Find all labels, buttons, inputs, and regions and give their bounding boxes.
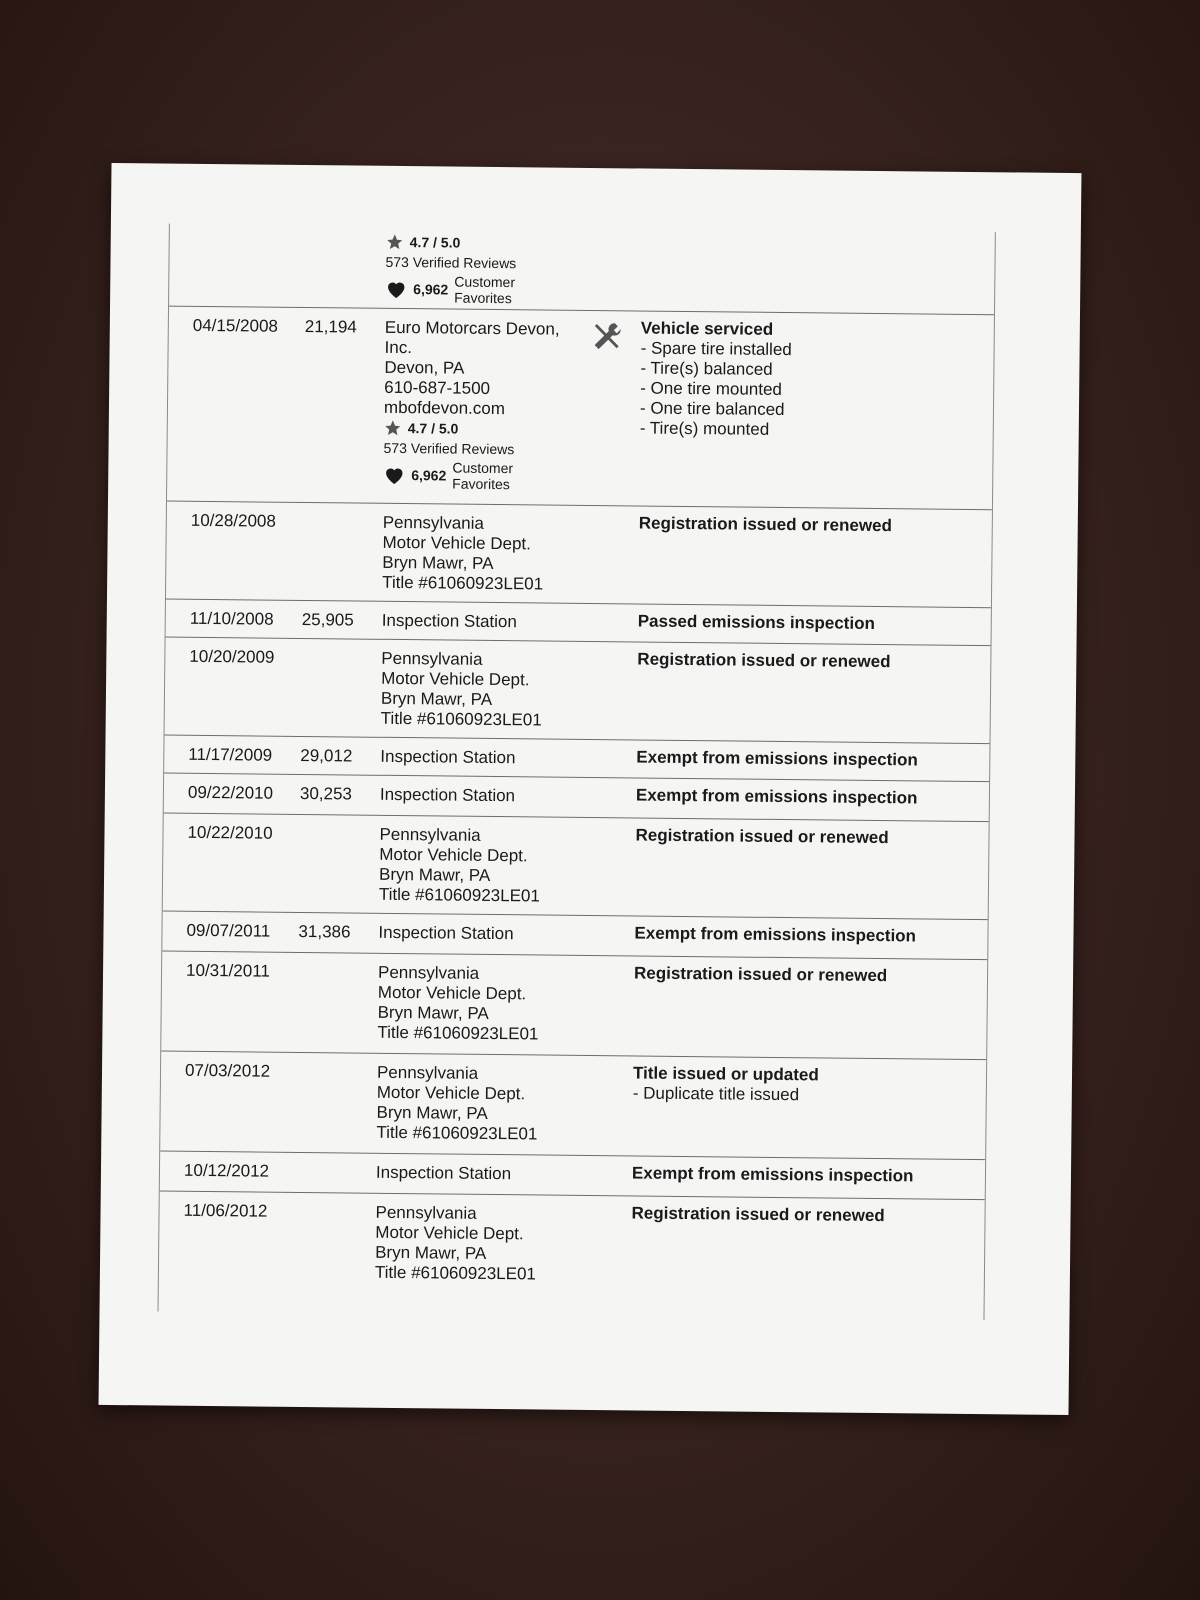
source-cell bbox=[378, 923, 513, 944]
rating: 4.7 / 5.0 bbox=[384, 418, 559, 440]
detail-cell bbox=[633, 1063, 819, 1105]
source-line: Inspection Station bbox=[379, 784, 516, 806]
source-line: Bryn Mawr, PA bbox=[380, 688, 493, 709]
customer-favorites: 6,962 Customer Favorites bbox=[385, 272, 516, 307]
event-heading: Registration issued or renewed bbox=[637, 649, 891, 672]
source-cell bbox=[375, 1203, 537, 1285]
source-cell bbox=[376, 1063, 538, 1145]
table-row bbox=[160, 1051, 986, 1161]
date-cell: 04/15/2008 bbox=[192, 315, 279, 336]
bleed-through bbox=[199, 234, 204, 252]
table-row bbox=[163, 813, 989, 921]
source-line: Pennsylvania bbox=[382, 512, 485, 533]
star-icon bbox=[386, 233, 404, 251]
history-table bbox=[158, 224, 996, 1321]
source-line: Motor Vehicle Dept. bbox=[375, 1222, 524, 1244]
heart-icon bbox=[385, 279, 407, 299]
mileage-cell: 31,386 bbox=[298, 921, 351, 942]
date-cell: 11/17/2009 bbox=[188, 744, 273, 765]
source-line: Motor Vehicle Dept. bbox=[382, 532, 532, 554]
heart-icon bbox=[383, 465, 405, 485]
source-line: Bryn Mawr, PA bbox=[377, 1002, 489, 1023]
detail-cell: Vehicle serviced - Spare tire installed - Tire(s) balanced - One tire mounted - One tire balanced - Tire(s) mounted bbox=[639, 318, 792, 439]
source-cell bbox=[382, 611, 517, 632]
customer-favorites: 6,962 Customer Favorites bbox=[383, 458, 558, 494]
wrench-screwdriver-icon bbox=[591, 320, 625, 354]
source-line: Pennsylvania bbox=[381, 648, 483, 669]
event-heading: Registration issued or renewed bbox=[638, 513, 893, 536]
date-cell: 10/31/2011 bbox=[185, 960, 271, 981]
source-cell bbox=[381, 649, 543, 731]
table-row bbox=[166, 501, 992, 609]
source-cell bbox=[376, 1163, 511, 1184]
event-heading: Registration issued or renewed bbox=[631, 1203, 885, 1226]
source-line: Bryn Mawr, PA bbox=[375, 1242, 487, 1263]
reviews-count: 573 Verified Reviews bbox=[385, 253, 517, 272]
event-heading: Registration issued or renewed bbox=[633, 963, 888, 986]
date-cell: 10/12/2012 bbox=[183, 1160, 270, 1181]
mileage-cell: 30,253 bbox=[299, 783, 353, 804]
date-cell: 10/22/2010 bbox=[187, 822, 273, 843]
mileage-cell: 29,012 bbox=[300, 745, 353, 766]
source-line: Pennsylvania bbox=[379, 824, 481, 845]
date-cell: 09/22/2010 bbox=[187, 782, 274, 803]
source-line: Pennsylvania bbox=[376, 1062, 479, 1083]
event-heading: Exempt from emissions inspection bbox=[634, 923, 917, 946]
mileage-cell: 25,905 bbox=[301, 609, 354, 630]
detail-cell bbox=[632, 1163, 914, 1186]
table-row bbox=[159, 1191, 985, 1300]
event-heading: Passed emissions inspection bbox=[637, 611, 876, 633]
source-line: Title #61060923LE01 bbox=[378, 884, 540, 906]
mileage-cell: 21,194 bbox=[304, 316, 357, 337]
source-line: Motor Vehicle Dept. bbox=[377, 982, 527, 1004]
date-cell: 11/10/2008 bbox=[189, 608, 274, 629]
date-cell: 09/07/2011 bbox=[186, 920, 271, 941]
star-icon bbox=[384, 419, 402, 437]
detail-cell bbox=[634, 923, 916, 946]
source-line: Inspection Station bbox=[381, 610, 518, 632]
date-cell: 10/20/2009 bbox=[189, 646, 275, 667]
rating: 4.7 / 5.0 bbox=[386, 232, 517, 253]
source-line: Title #61060923LE01 bbox=[377, 1022, 539, 1044]
event-detail: - Duplicate title issued bbox=[632, 1083, 800, 1105]
source-cell bbox=[380, 785, 515, 806]
source-cell bbox=[377, 963, 539, 1045]
detail-cell bbox=[635, 825, 888, 848]
event-heading: Exempt from emissions inspection bbox=[636, 747, 918, 770]
reviews-count: 573 Verified Reviews bbox=[383, 439, 515, 458]
event-heading: Registration issued or renewed bbox=[635, 825, 889, 848]
source-line: Title #61060923LE01 bbox=[374, 1262, 537, 1284]
source-line: Inspection Station bbox=[380, 746, 516, 768]
source-line: Motor Vehicle Dept. bbox=[376, 1082, 526, 1104]
detail-cell bbox=[636, 747, 918, 770]
source-line: Inspection Station bbox=[378, 922, 514, 944]
table-row bbox=[161, 951, 987, 1061]
event-heading: Title issued or updated bbox=[632, 1063, 819, 1085]
table-row-partial bbox=[169, 224, 995, 316]
detail-cell bbox=[638, 611, 875, 633]
source-line: Bryn Mawr, PA bbox=[376, 1102, 488, 1123]
detail-cell bbox=[637, 649, 890, 672]
detail-cell bbox=[639, 513, 892, 536]
source-line: Pennsylvania bbox=[377, 962, 480, 983]
detail-cell bbox=[631, 1203, 884, 1226]
source-line: Bryn Mawr, PA bbox=[382, 552, 494, 573]
source-cell bbox=[380, 747, 515, 768]
table-row bbox=[165, 637, 991, 745]
event-heading: Exempt from emissions inspection bbox=[631, 1163, 914, 1186]
source-line: Title #61060923LE01 bbox=[376, 1122, 538, 1144]
date-cell: 11/06/2012 bbox=[183, 1200, 268, 1221]
detail-cell bbox=[634, 963, 887, 986]
table-row-service bbox=[167, 306, 994, 511]
source-cell: Euro Motorcars Devon, Inc. Devon, PA 610-687-1500 mbofdevon.com 4.7 / 5.0 573 Verified Reviews 6,962 Customer Favorites bbox=[383, 317, 560, 493]
source-line: Title #61060923LE01 bbox=[380, 708, 542, 730]
date-cell: 07/03/2012 bbox=[184, 1060, 271, 1081]
source-line: Motor Vehicle Dept. bbox=[379, 844, 528, 866]
detail-cell bbox=[636, 785, 918, 808]
source-line: Inspection Station bbox=[375, 1162, 512, 1184]
source-line: Motor Vehicle Dept. bbox=[381, 668, 530, 690]
date-cell: 10/28/2008 bbox=[190, 510, 276, 531]
source-cell bbox=[379, 825, 541, 907]
source-line: Pennsylvania bbox=[375, 1202, 477, 1223]
source-line: Bryn Mawr, PA bbox=[378, 864, 491, 885]
event-heading: Exempt from emissions inspection bbox=[635, 785, 918, 808]
source-cell bbox=[382, 513, 544, 595]
printed-page bbox=[99, 163, 1082, 1415]
source-line: Title #61060923LE01 bbox=[382, 572, 544, 594]
